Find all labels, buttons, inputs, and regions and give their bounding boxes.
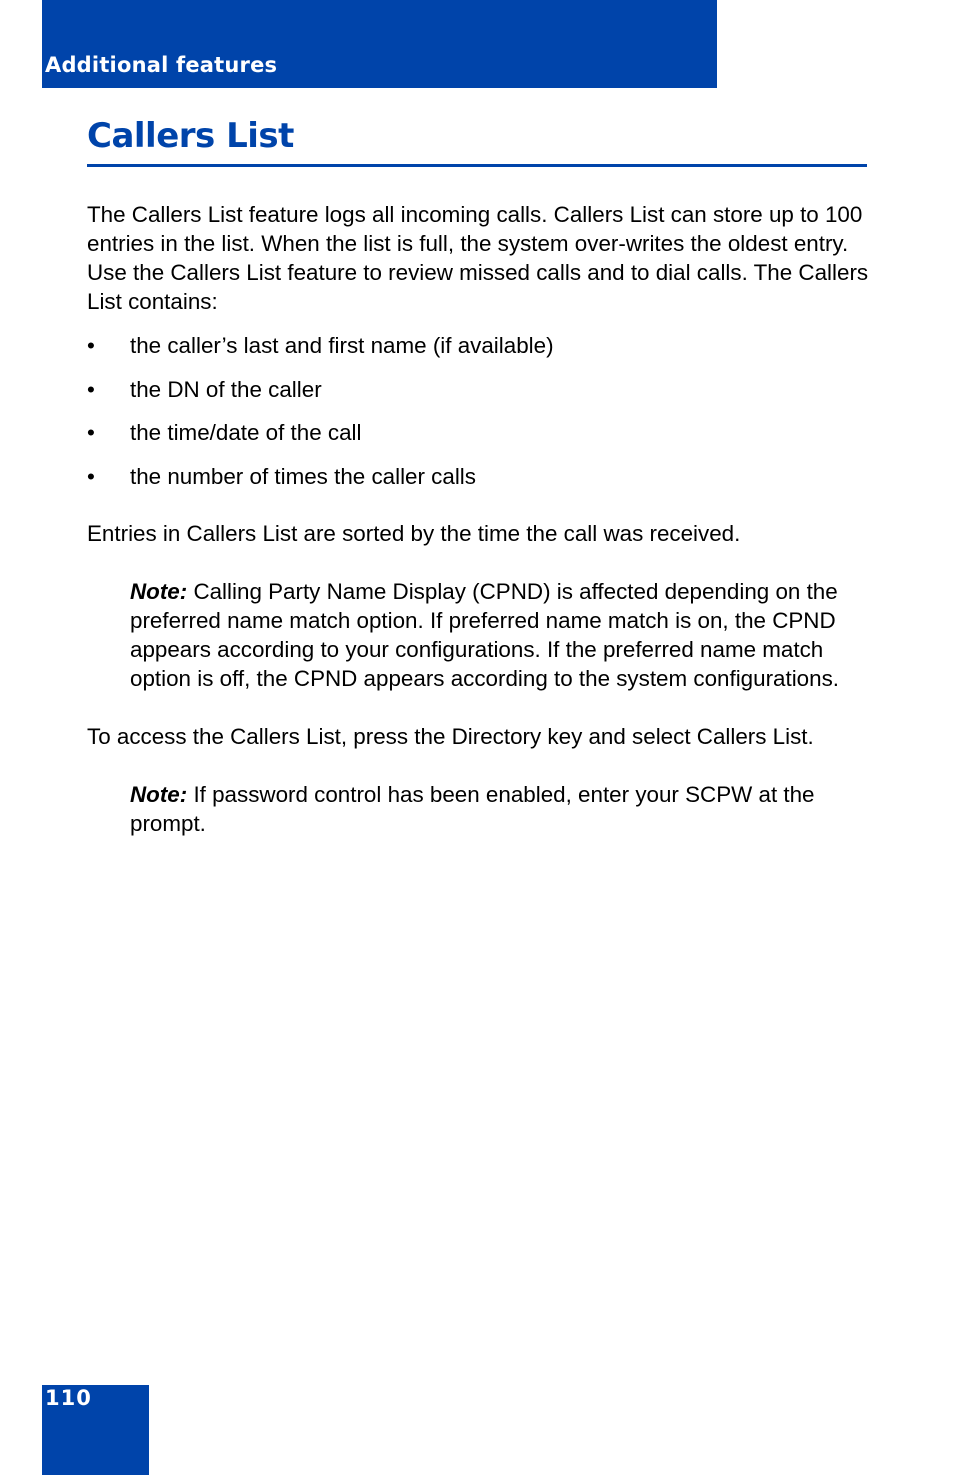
list-item (87, 418, 877, 447)
main-content (87, 200, 877, 838)
note-text: Calling Party Name Display (CPND) is affected depending on the preferred name match option. If preferred name match is on, the CPND appears according to your configurations. If the preferred name match option is off, the CPND appears according to the system configurations. (130, 578, 840, 691)
page-title: Callers List (87, 116, 294, 156)
bullet-icon: • (87, 463, 95, 489)
list-item (87, 331, 877, 360)
cpnd-note (130, 577, 870, 693)
page-number: 110 (45, 1386, 92, 1410)
list-item-text: the DN of the caller (130, 376, 322, 402)
title-rule (87, 164, 867, 167)
access-paragraph: To access the Callers List, press the Directory key and select Callers List. (87, 723, 814, 749)
section-label: Additional features (45, 53, 278, 77)
bullet-icon: • (87, 333, 95, 358)
intro-paragraph: The Callers List feature logs all incoming calls. Callers List can store up to 100 entries in the list. When the list is full, the system over-writes the oldest entry. Use the Callers List feature to review missed calls and to dial calls. The Callers List contains: (87, 202, 869, 314)
bullet-icon: • (87, 420, 95, 445)
password-note (130, 780, 870, 838)
list-item (87, 462, 877, 491)
note-label: Note: (130, 578, 188, 604)
list-item-text: the time/date of the call (130, 420, 362, 445)
list-item-text: the number of times the caller calls (130, 463, 476, 489)
note-label: Note: (130, 781, 188, 807)
list-item (87, 375, 877, 404)
callers-list-contents (87, 331, 877, 491)
note-text: If password control has been enabled, enter your SCPW at the prompt. (130, 781, 815, 836)
bullet-icon: • (87, 376, 95, 402)
sorting-paragraph: Entries in Callers List are sorted by the time the call was received. (87, 520, 741, 546)
list-item-text: the caller’s last and first name (if available) (130, 333, 554, 358)
